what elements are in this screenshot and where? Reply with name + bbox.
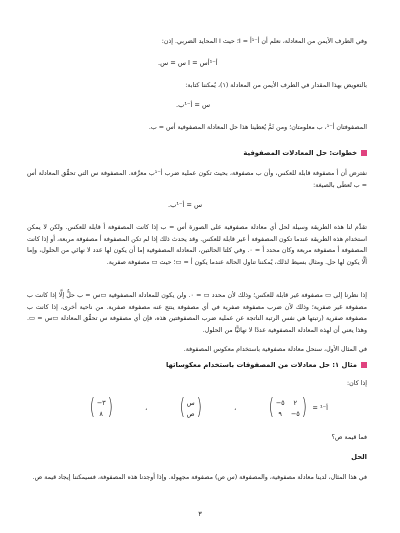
page-number: ٣	[198, 510, 202, 518]
inverse-matrix: ( −٥ ٢ ٩ −٥ ) أ⁻¹ =	[268, 395, 328, 420]
paragraph-zero-matrix: إذا نظرنا إلى ▭ مصفوفة غير قابلة للعكس؛ وذلك لأن محدد ▭ = ٠. ولن يكون للمعادلة المصفوفية ▭س = ب حلٌّ إلَّا إذا كانت ب مصفوفة غير صفرية؛ وذلك لأن ضرب مصفوفة صفرية في أي مصفوفة ينتج عنه مصفوفة صفرية. من ناحية أخرى، إذا كانت ب مصفوفة صفرية (رتبتها هي نفس الرتبة الناتجة عن عملية ضرب المصفوفتين هذه، فإن أي مصفوفة س تحقِّق المعادلة ▭س = ▭. وهذا يعني أن لهذه المعادلة المصفوفية عددًا لا نهائيًّا من الحلول.	[27, 292, 368, 334]
example-heading	[166, 360, 367, 370]
vector-cell: س	[186, 398, 195, 407]
pink-square-bullet-icon	[361, 362, 367, 368]
equation-solution: س = أ⁻¹ب.	[176, 101, 211, 109]
rhs-cell: ٨	[99, 409, 103, 418]
paragraph-known-matrices: المصفوفتان أ⁻¹، ب معلومتان؛ ومن ثَمَّ يُعطينا هذا حل المعادلة المصفوفية أس = ب.	[148, 124, 367, 131]
inverse-cell: −٥	[290, 409, 300, 418]
paragraph-if: إذا كان:	[347, 380, 367, 387]
rhs-matrix: ( −٣ ٨ )	[89, 395, 113, 420]
section-heading-steps-text: خطوات: حل المعادلات المصفوفية	[243, 149, 357, 157]
solution-heading-text: الحل	[351, 453, 367, 461]
inverse-cell: ٩	[278, 409, 282, 418]
matrix-equation	[88, 394, 328, 422]
paragraph-method: تقدِّم لنا هذه الطريقة وسيلة لحل أي معادلة مصفوفية على الصورة أس = ب إذا كانت المصفوفة أ قابلة للعكس. ولكن لا يمكن استخدام هذه الطريقة عندما تكون المصفوفة أ غير قابلة للعكس. وقد يحدث ذلك إذا لم تكن المصفوفة أ مصفوفة مربعة، أو إذا كانت المصفوفة أ مصفوفة مربعة وكان محدد أ = ٠. وفي كلتا الحالتين، المعادلة المصفوفية إما أن يكون لها عدد لا نهائي من الحلول، وإما ألَّا يكون لها حل. ومثال بسيط لذلك، يُمكننا تناول الحالة عندما يكون أ = ▭؛ حيث ▭ مصفوفة صفرية.	[27, 224, 367, 266]
inverse-cell: ٢	[293, 398, 298, 407]
separator: ،	[145, 404, 148, 412]
rhs-cell: −٣	[96, 398, 106, 407]
inverse-cell: −٥	[275, 398, 285, 407]
section-heading-steps	[243, 148, 367, 158]
vector-cell: ص	[186, 409, 195, 418]
example-heading-text: مثال ١: حل معادلات من المصفوفات باستخدام معكوساتها	[165, 361, 357, 369]
paragraph-steps: نفترض أن أ مصفوفة قابلة للعكس، وأن ب مصفوفة، بحيث تكون عملية ضرب أ⁻¹ب معرَّفة. المصفوفة س التي تحقِّق المعادلة أس = ب تُعطَى بالصيغة:	[27, 170, 367, 189]
paragraph-substitution: بالتعويض بهذا المقدار في الطرف الأيمن من المعادلة (١)، يُمكننا كتابة:	[185, 82, 367, 89]
inverse-label: أ⁻¹ =	[312, 404, 328, 412]
paragraph-intro: وفي الطرف الأيمن من المعادلة، نعلم أن أ⁻¹أ = I؛ حيث I المحايد الضربي. إذن:	[161, 38, 367, 45]
paragraph-solution: في هذا المثال، لدينا معادلة مصفوفية، والمصفوفة (س ص) مصفوفة مجهولة. وإذا أوجدنا هذه المصفوفة، فسيمكننا إيجاد قيمة ص.	[32, 474, 367, 481]
paragraph-question: فما قيمة ص؟	[331, 434, 367, 441]
equation-identity: أ⁻¹أس = I س = س.	[158, 59, 218, 67]
solution-heading	[351, 452, 367, 462]
paragraph-example-intro: في المثال الأول، سنحل معادلة مصفوفية باستخدام معكوس المصفوفة.	[183, 346, 367, 353]
equation-formula: س = أ⁻¹ب.	[168, 201, 203, 209]
separator: ،	[234, 404, 237, 412]
pink-square-bullet-icon	[361, 150, 367, 156]
unknown-vector: ( س ص )	[179, 395, 202, 420]
